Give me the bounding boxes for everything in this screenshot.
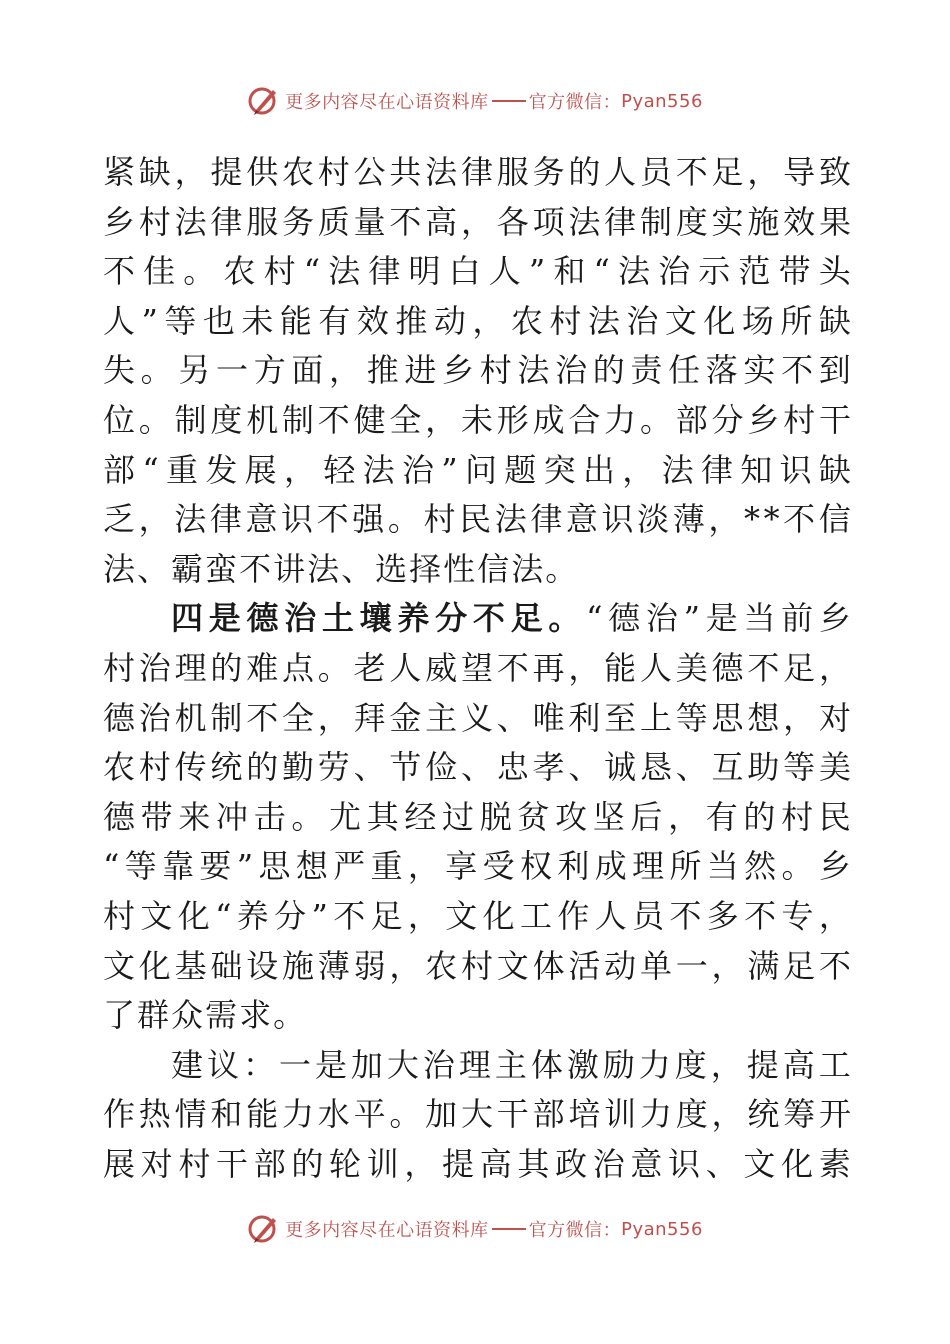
text-line: 不 佳 。 农 村 “ 法 律 明 白 人 ” 和 “ 法 治 示 范 带 头 — [103, 252, 851, 291]
pen-logo-icon — [247, 1212, 281, 1246]
text-line: 位 。 制 度 机 制 不 健 全 ， 未 形 成 合 力 。 部 分 乡 村 干 — [103, 400, 851, 439]
banner-wechat-id: Pyan556 — [621, 1218, 703, 1240]
pen-logo-icon — [247, 84, 281, 118]
banner-wechat-label: 官方微信： — [528, 1220, 622, 1241]
text-line: 人 ” 等 也 未 能 有 效 推 动 ， 农 村 法 治 文 化 场 所 缺 — [103, 301, 851, 340]
banner-wechat-id: Pyan556 — [621, 90, 703, 112]
banner-main-text: 更多内容尽在心语资料库 — [285, 92, 489, 113]
text-line: 德 带 来 冲 击 。 尤 其 经 过 脱 贫 攻 坚 后 ， 有 的 村 民 — [103, 797, 851, 836]
text-line: 作 热 情 和 能 力 水 平 。 加 大 干 部 培 训 力 度 ， 统 筹 开 — [103, 1095, 851, 1134]
banner-wechat-label: 官方微信： — [528, 92, 622, 113]
text-line: 文 化 基 础 设 施 薄 弱 ， 农 村 文 体 活 动 单 一 ， 满 足 不 — [103, 946, 851, 985]
text-line: 紧 缺 ， 提 供 农 村 公 共 法 律 服 务 的 人 员 不 足 ， 导 致 — [103, 153, 851, 191]
text-line: 村 治 理 的 难 点 。 老 人 威 望 不 再 ， 能 人 美 德 不 足 ， — [103, 648, 851, 687]
text-line: 失 。 另 一 方 面 ， 推 进 乡 村 法 治 的 责 任 落 实 不 到 — [103, 351, 851, 390]
text-line: 了 群 众 需 求 。 — [103, 996, 308, 1035]
text-line: 部 “ 重 发 展 ， 轻 法 治 ” 问 题 突 出 ， 法 律 知 识 缺 — [103, 450, 851, 489]
text-line: 法 、 霸 蛮 不 讲 法 、 选 择 性 信 法 。 — [103, 549, 580, 588]
text-line: 四 是 德 治 土 壤 养 分 不 足 。 “ 德 治 ” 是 当 前 乡 — [171, 599, 851, 638]
text-line: 乡 村 法 律 服 务 质 量 不 高 ， 各 项 法 律 制 度 实 施 效 果 — [103, 202, 851, 241]
text-line: 建 议 ： 一 是 加 大 治 理 主 体 激 励 力 度 ， 提 高 工 — [171, 1045, 851, 1084]
text-line: “ 等 靠 要 ” 思 想 严 重 ， 享 受 权 利 成 理 所 当 然 。 乡 — [103, 847, 851, 886]
watermark-banner-top — [0, 84, 950, 118]
text-line: 展 对 村 干 部 的 轮 训 ， 提 高 其 政 治 意 识 、 文 化 素 — [103, 1144, 851, 1183]
text-line: 德 治 机 制 不 全 ， 拜 金 主 义 、 唯 利 至 上 等 思 想 ， 对 — [103, 698, 851, 737]
document-body — [103, 148, 851, 1189]
banner-dash — [492, 1228, 526, 1230]
banner-main-text: 更多内容尽在心语资料库 — [285, 1220, 489, 1241]
text-line: 乏 ， 法 律 意 识 不 强 。 村 民 法 律 意 识 淡 薄 ， * * 不 信 — [103, 500, 851, 539]
text-line: 村 文 化 “ 养 分 ” 不 足 ， 文 化 工 作 人 员 不 多 不 专 ， — [103, 896, 851, 935]
watermark-banner-bottom — [0, 1212, 950, 1246]
text-line: 农 村 传 统 的 勤 劳 、 节 俭 、 忠 孝 、 诚 恳 、 互 助 等 美 — [103, 748, 851, 787]
banner-dash — [492, 100, 526, 102]
